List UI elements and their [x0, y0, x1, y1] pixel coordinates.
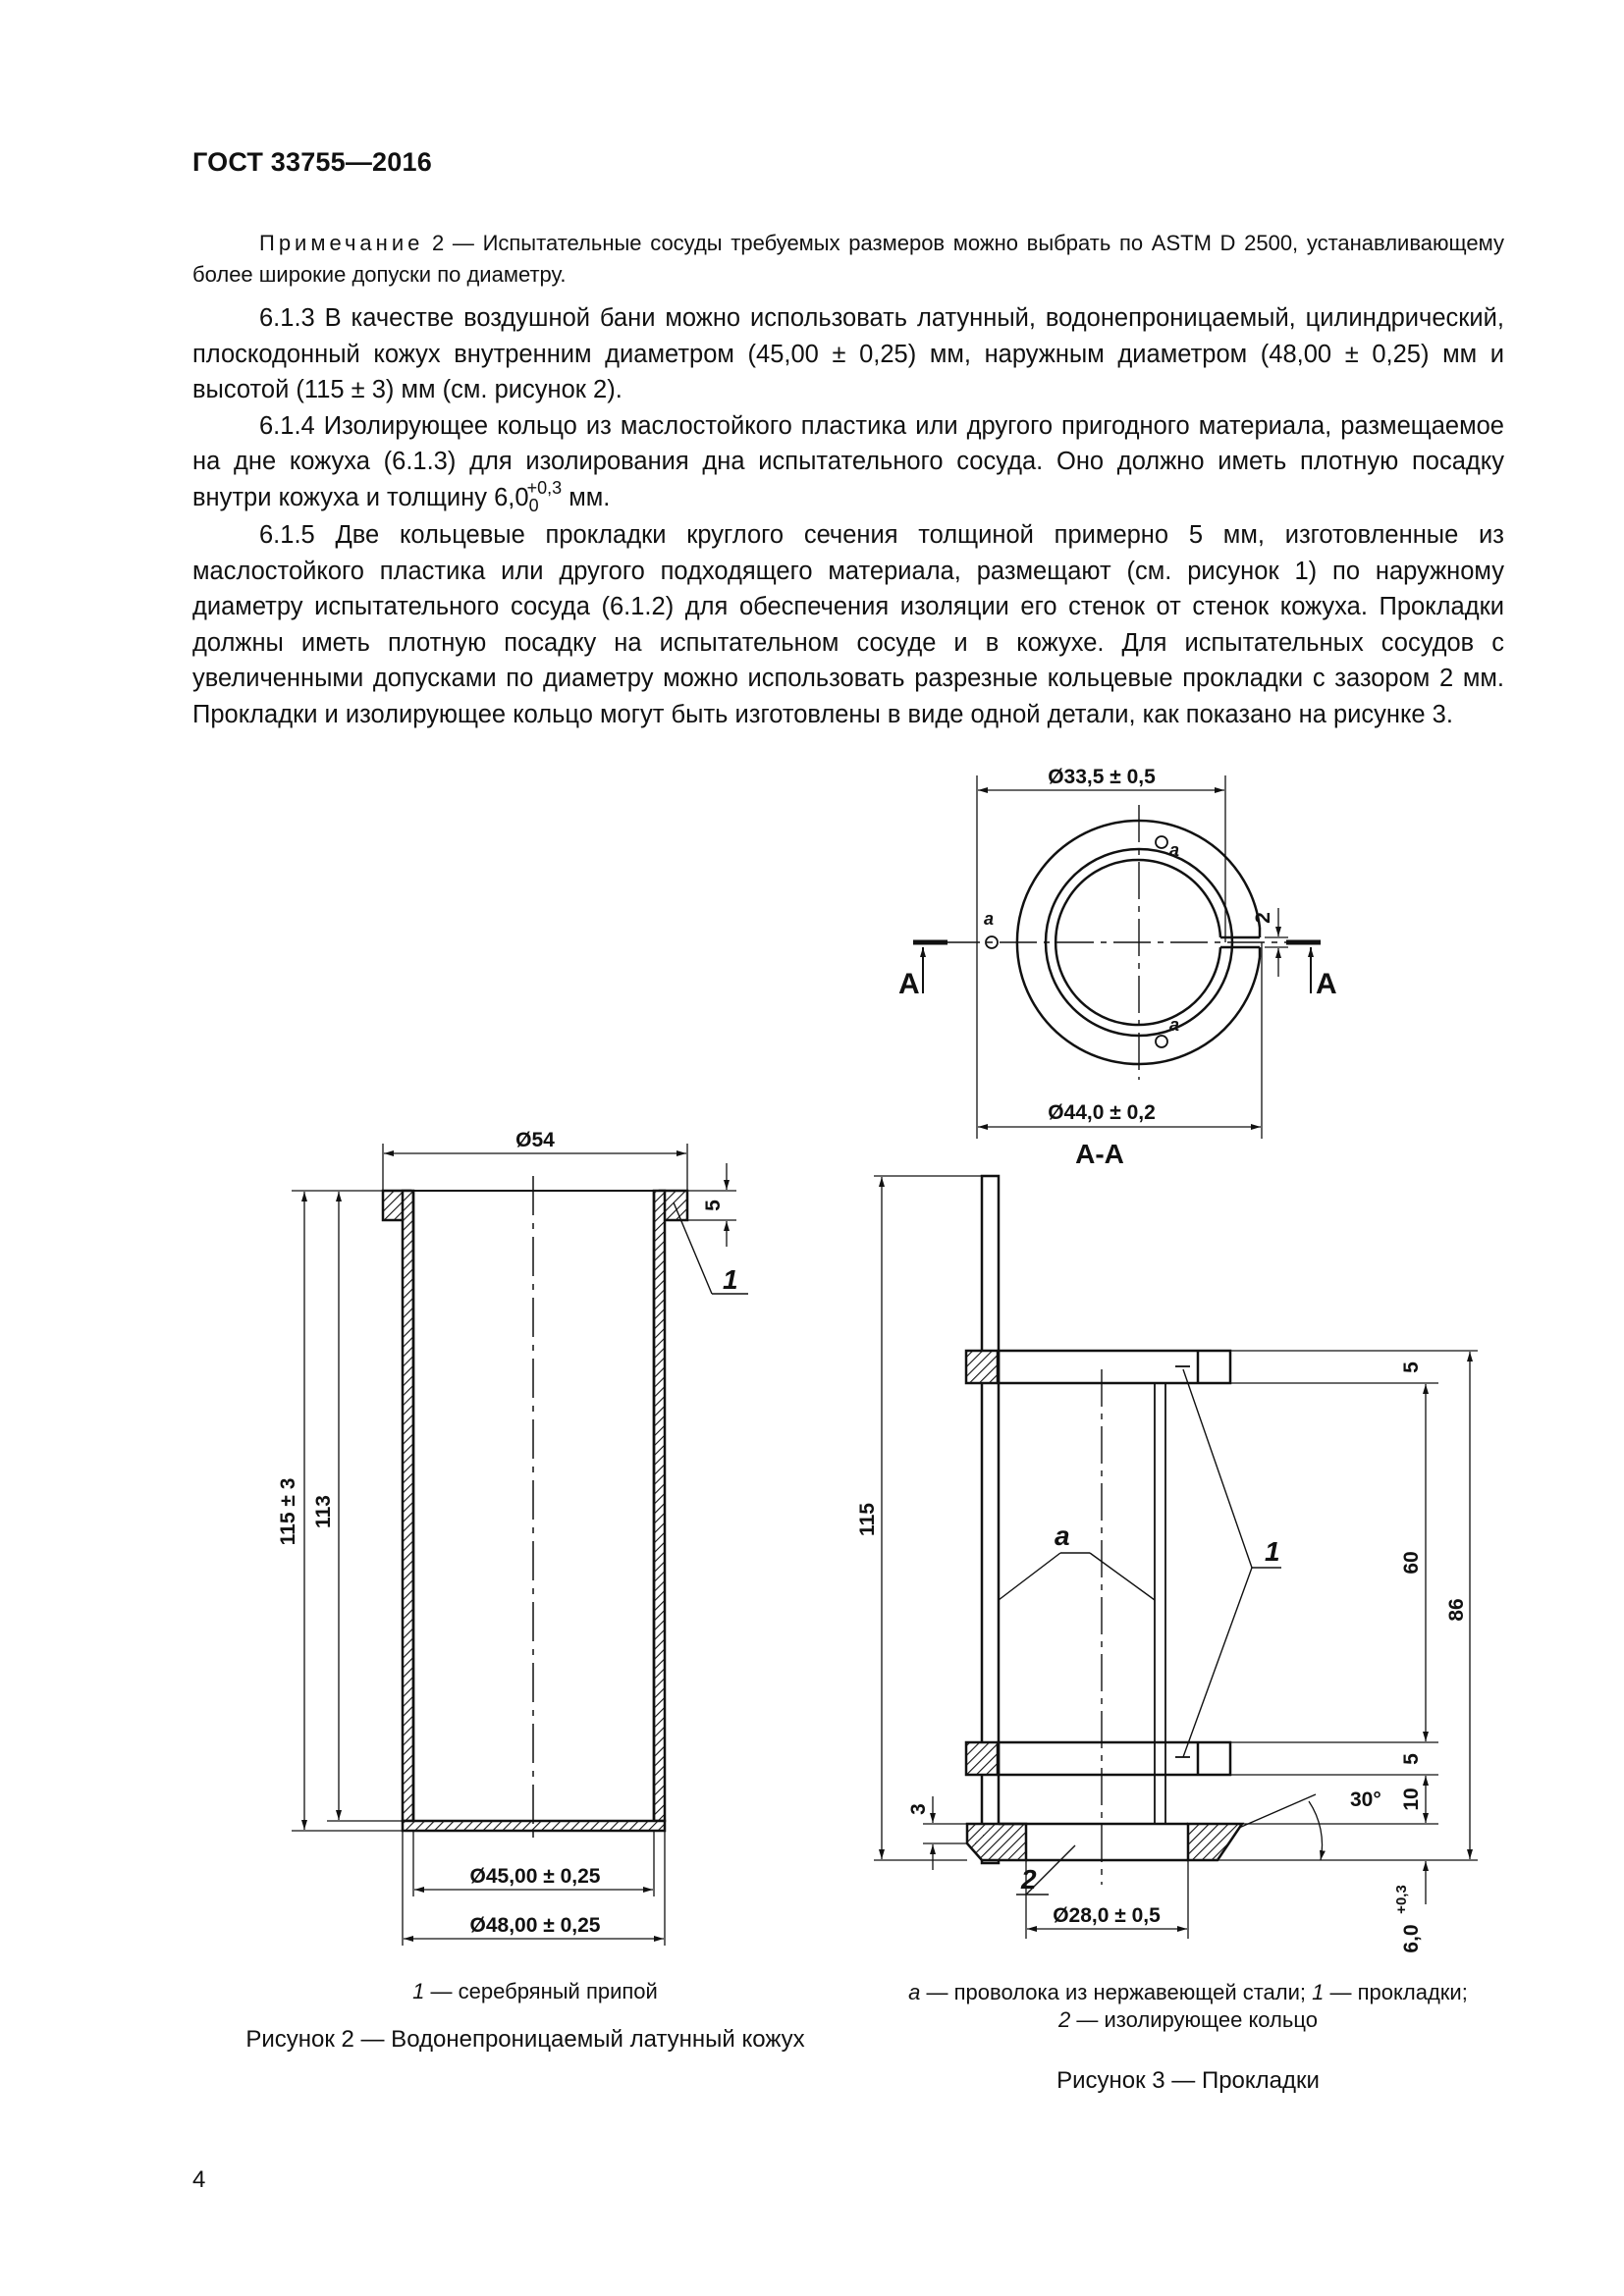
fig3-dim-angle: 30° [1350, 1789, 1381, 1811]
paragraph-6-1-3: 6.1.3 В качестве воздушной бани можно использовать латунный, водонепроницаемый, цилиндрический, плоскодонный кожух внутренним диаметром (45,00 ± 0,25) мм, наружным диаметром (48,00 ± 0,25) мм и высотой (115 ± 3) мм (см. рисунок 2). [192, 304, 1504, 403]
fig3-dim-10: 10 [1400, 1788, 1423, 1811]
fig3-dim-gap: 2 [1252, 912, 1274, 924]
fig2-dim-height-inner: 113 [312, 1495, 335, 1528]
fig3-legend-a-key: a [908, 1980, 921, 2004]
p614-text-b: мм. [562, 483, 611, 511]
fig3-legend-a-text: — проволока из нержавеющей стали; [920, 1980, 1313, 2004]
fig3-label-a: a [1055, 1521, 1070, 1551]
document-header: ГОСТ 33755—2016 [192, 147, 432, 177]
fig3-legend-one-text: — прокладки; [1324, 1980, 1468, 2004]
fig3-gasket-upper-left [966, 1351, 998, 1383]
fig3-dim-dia-33-5: Ø33,5 ± 0,5 [1048, 766, 1156, 788]
fig3-gasket-lower-left [966, 1742, 998, 1775]
fig2-caption: Рисунок 2 — Водонепроницаемый латунный кожух [245, 2026, 805, 2053]
fig2-dim-inner-dia: Ø45,00 ± 0,25 [469, 1865, 601, 1888]
fig3-ring-left [967, 1824, 1026, 1860]
fig3-top-mark-a-left: a [984, 909, 995, 929]
fig2-dim-height-total: 115 ± 3 [277, 1477, 299, 1546]
fig3-label-2: 2 [1021, 1864, 1037, 1895]
fig2-dim-outer-dia: Ø48,00 ± 0,25 [469, 1914, 601, 1937]
fig2-wall-left [403, 1191, 413, 1821]
figure-3-top-view [913, 775, 1321, 1139]
fig3-gasket-upper-bar [999, 1351, 1230, 1383]
figure-2-drawing [292, 1144, 748, 1946]
fig3-ring-right [1188, 1824, 1242, 1860]
p614-lower-tol: 0 [528, 495, 539, 515]
fig2-legend-num: 1 [412, 1979, 425, 2003]
fig3-legend-two-key: 2 [1058, 2007, 1071, 2032]
fig3-label-1: 1 [1265, 1536, 1280, 1567]
figure-3-side-view [874, 1176, 1478, 1939]
fig3-dim-ring-thk-tol: +0,3 [1393, 1885, 1410, 1914]
p614-upper-tol: +0,3 [526, 477, 563, 498]
note-label: Примечание [259, 231, 424, 255]
fig3-caption: Рисунок 3 — Прокладки [1056, 2067, 1320, 2094]
fig3-section-title: А-А [1075, 1139, 1124, 1169]
p614-text-a: 6.1.4 Изолирующее кольцо из маслостойкого пластика или другого пригодного материала, размещаемое на дне кожуха (6.1.3) для изолирования дна испытательного сосуда. Оно должно иметь плотную посадку внутри кожуха и толщину [192, 411, 1504, 511]
figure-2-dimensions [277, 1129, 738, 1937]
figure-3-top-view-labels [898, 766, 1337, 1169]
fig3-legend-one-key: 1 [1312, 1980, 1325, 2004]
fig2-legend [285, 1979, 785, 2004]
fig3-gasket-lower-bar [999, 1742, 1230, 1775]
note-text: 2 — Испытательные сосуды требуемых размеров можно выбрать по ASTM D 2500, устанавливающему более широкие допуски по диаметру. [192, 231, 1504, 287]
fig3-dim-5-top: 5 [1400, 1362, 1423, 1373]
fig3-dim-60: 60 [1400, 1551, 1423, 1575]
fig2-dim-top-dia: Ø54 [515, 1129, 555, 1151]
fig3-dim-5-bottom: 5 [1400, 1753, 1423, 1765]
fig3-dim-86: 86 [1445, 1598, 1468, 1622]
p614-value: 6,0 [494, 483, 529, 511]
fig2-callout-1: 1 [723, 1264, 738, 1295]
page-number: 4 [192, 2166, 206, 2193]
fig3-dim-dia-44-0: Ø44,0 ± 0,2 [1048, 1101, 1156, 1124]
fig3-dim-ring-thk: 6,0 [1400, 1924, 1423, 1953]
fig3-legend-two-text: — изолирующее кольцо [1070, 2007, 1318, 2032]
fig3-dim-base-dia: Ø28,0 ± 0,5 [1053, 1904, 1161, 1927]
fig3-legend [864, 1979, 1512, 2034]
fig3-section-a-right: A [1316, 968, 1337, 1000]
fig3-section-a-left: A [898, 968, 920, 1000]
fig3-dim-3: 3 [907, 1803, 930, 1815]
figure-3-side-view-labels [856, 1362, 1468, 1953]
fig2-dim-lip: 5 [702, 1200, 725, 1211]
fig3-top-mark-a-bottom: a [1169, 1015, 1180, 1035]
paragraph-6-1-5: 6.1.5 Две кольцевые прокладки круглого сечения толщиной примерно 5 мм, изготовленные из маслостойкого пластика или другого подходящего материала, размещают (см. рисунок 1) по наружному диаметру испытательного сосуда (6.1.2) для обеспечения изоляции его стенок от стенок кожуха. Прокладки должны иметь плотную посадку на испытательном сосуде и в кожухе. Для испытательных сосудов с увеличенными допусками по диаметру можно использовать разрезные кольцевые прокладки с зазором 2 мм. Прокладки и изолирующее кольцо могут быть изготовлены в виде одной детали, как показано на рисунке 3. [192, 521, 1504, 728]
fig3-dim-115: 115 [856, 1503, 879, 1536]
fig3-top-mark-a-top: a [1169, 840, 1180, 860]
fig2-wall-right [654, 1191, 665, 1821]
fig2-legend-text: — серебряный припой [424, 1979, 658, 2003]
